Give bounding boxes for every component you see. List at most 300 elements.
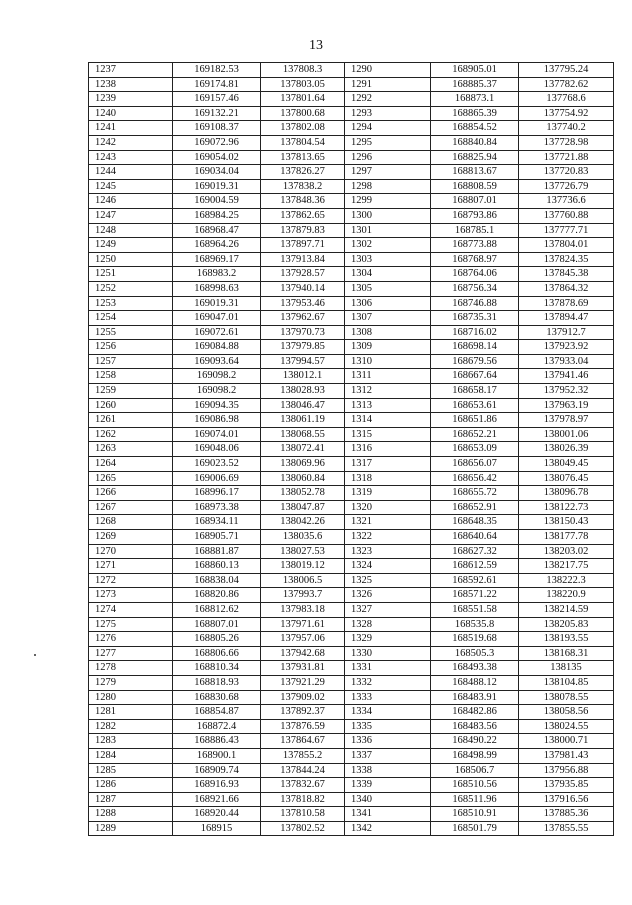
y-coordinate-left: 138068.55 — [261, 427, 345, 442]
x-coordinate-left: 169054.02 — [173, 150, 261, 165]
table-row — [89, 194, 614, 209]
point-number-right: 1325 — [345, 573, 431, 588]
y-coordinate-right: 137963.19 — [519, 398, 614, 413]
x-coordinate-left: 169157.46 — [173, 92, 261, 107]
point-number-right: 1308 — [345, 325, 431, 340]
table-row — [89, 515, 614, 530]
y-coordinate-left: 137931.81 — [261, 661, 345, 676]
table-row — [89, 296, 614, 311]
point-number-left: 1265 — [89, 471, 173, 486]
x-coordinate-left: 169098.2 — [173, 384, 261, 399]
x-coordinate-left: 168854.87 — [173, 705, 261, 720]
y-coordinate-left: 138006.5 — [261, 573, 345, 588]
table-row — [89, 238, 614, 253]
point-number-right: 1318 — [345, 471, 431, 486]
point-number-left: 1240 — [89, 106, 173, 121]
x-coordinate-left: 169074.01 — [173, 427, 261, 442]
x-coordinate-left: 169098.2 — [173, 369, 261, 384]
x-coordinate-left: 168818.93 — [173, 675, 261, 690]
x-coordinate-left: 169034.04 — [173, 165, 261, 180]
x-coordinate-right: 168756.34 — [431, 281, 519, 296]
y-coordinate-right: 138150.43 — [519, 515, 614, 530]
x-coordinate-left: 169023.52 — [173, 457, 261, 472]
y-coordinate-right: 137912.7 — [519, 325, 614, 340]
table-row — [89, 413, 614, 428]
point-number-right: 1334 — [345, 705, 431, 720]
x-coordinate-left: 169094.35 — [173, 398, 261, 413]
point-number-right: 1323 — [345, 544, 431, 559]
table-row — [89, 734, 614, 749]
x-coordinate-left: 168810.34 — [173, 661, 261, 676]
point-number-left: 1277 — [89, 646, 173, 661]
y-coordinate-left: 138061.19 — [261, 413, 345, 428]
table-row — [89, 588, 614, 603]
point-number-left: 1255 — [89, 325, 173, 340]
y-coordinate-right: 137777.71 — [519, 223, 614, 238]
point-number-left: 1288 — [89, 807, 173, 822]
table-row — [89, 646, 614, 661]
point-number-right: 1298 — [345, 179, 431, 194]
point-number-left: 1286 — [89, 778, 173, 793]
point-number-right: 1291 — [345, 77, 431, 92]
point-number-right: 1305 — [345, 281, 431, 296]
point-number-left: 1246 — [89, 194, 173, 209]
y-coordinate-right: 138203.02 — [519, 544, 614, 559]
point-number-left: 1287 — [89, 792, 173, 807]
point-number-left: 1251 — [89, 267, 173, 282]
x-coordinate-right: 168640.64 — [431, 530, 519, 545]
y-coordinate-left: 138012.1 — [261, 369, 345, 384]
x-coordinate-left: 168983.2 — [173, 267, 261, 282]
point-number-left: 1248 — [89, 223, 173, 238]
y-coordinate-left: 137940.14 — [261, 281, 345, 296]
point-number-right: 1304 — [345, 267, 431, 282]
point-number-right: 1313 — [345, 398, 431, 413]
x-coordinate-left: 169182.53 — [173, 63, 261, 78]
x-coordinate-left: 168973.38 — [173, 500, 261, 515]
y-coordinate-right: 138078.55 — [519, 690, 614, 705]
point-number-left: 1281 — [89, 705, 173, 720]
x-coordinate-left: 168872.4 — [173, 719, 261, 734]
point-number-left: 1239 — [89, 92, 173, 107]
point-number-left: 1279 — [89, 675, 173, 690]
x-coordinate-right: 168840.84 — [431, 135, 519, 150]
x-coordinate-right: 168493.38 — [431, 661, 519, 676]
point-number-right: 1340 — [345, 792, 431, 807]
y-coordinate-right: 137956.88 — [519, 763, 614, 778]
table-row — [89, 398, 614, 413]
x-coordinate-right: 168483.91 — [431, 690, 519, 705]
x-coordinate-right: 168571.22 — [431, 588, 519, 603]
table-row — [89, 384, 614, 399]
x-coordinate-left: 169093.64 — [173, 354, 261, 369]
y-coordinate-right: 137978.97 — [519, 413, 614, 428]
x-coordinate-right: 168653.09 — [431, 442, 519, 457]
point-number-right: 1322 — [345, 530, 431, 545]
point-number-right: 1310 — [345, 354, 431, 369]
x-coordinate-right: 168698.14 — [431, 340, 519, 355]
point-number-left: 1280 — [89, 690, 173, 705]
point-number-right: 1312 — [345, 384, 431, 399]
point-number-right: 1306 — [345, 296, 431, 311]
point-number-left: 1243 — [89, 150, 173, 165]
point-number-right: 1342 — [345, 821, 431, 836]
x-coordinate-right: 168716.02 — [431, 325, 519, 340]
y-coordinate-left: 137953.46 — [261, 296, 345, 311]
y-coordinate-left: 138052.78 — [261, 486, 345, 501]
point-number-right: 1316 — [345, 442, 431, 457]
y-coordinate-left: 138027.53 — [261, 544, 345, 559]
x-coordinate-right: 168551.58 — [431, 602, 519, 617]
y-coordinate-right: 137824.35 — [519, 252, 614, 267]
x-coordinate-right: 168612.59 — [431, 559, 519, 574]
x-coordinate-left: 168920.44 — [173, 807, 261, 822]
y-coordinate-right: 138058.56 — [519, 705, 614, 720]
point-number-right: 1335 — [345, 719, 431, 734]
x-coordinate-right: 168656.42 — [431, 471, 519, 486]
table-row — [89, 179, 614, 194]
point-number-left: 1284 — [89, 748, 173, 763]
y-coordinate-left: 137994.57 — [261, 354, 345, 369]
x-coordinate-right: 168768.97 — [431, 252, 519, 267]
point-number-left: 1266 — [89, 486, 173, 501]
x-coordinate-left: 169132.21 — [173, 106, 261, 121]
y-coordinate-right: 138135 — [519, 661, 614, 676]
coordinates-table-body — [89, 63, 614, 836]
point-number-right: 1294 — [345, 121, 431, 136]
x-coordinate-right: 168482.86 — [431, 705, 519, 720]
y-coordinate-right: 137981.43 — [519, 748, 614, 763]
y-coordinate-left: 137962.67 — [261, 311, 345, 326]
table-row — [89, 369, 614, 384]
y-coordinate-right: 138217.75 — [519, 559, 614, 574]
table-row — [89, 778, 614, 793]
y-coordinate-left: 137844.24 — [261, 763, 345, 778]
x-coordinate-right: 168735.31 — [431, 311, 519, 326]
point-number-right: 1303 — [345, 252, 431, 267]
x-coordinate-left: 168807.01 — [173, 617, 261, 632]
y-coordinate-right: 137878.69 — [519, 296, 614, 311]
table-row — [89, 530, 614, 545]
point-number-left: 1264 — [89, 457, 173, 472]
point-number-right: 1331 — [345, 661, 431, 676]
y-coordinate-right: 138104.85 — [519, 675, 614, 690]
x-coordinate-right: 168807.01 — [431, 194, 519, 209]
table-row — [89, 675, 614, 690]
point-number-left: 1272 — [89, 573, 173, 588]
point-number-left: 1289 — [89, 821, 173, 836]
y-coordinate-right: 137721.88 — [519, 150, 614, 165]
x-coordinate-left: 168969.17 — [173, 252, 261, 267]
x-coordinate-left: 168886.43 — [173, 734, 261, 749]
x-coordinate-left: 168934.11 — [173, 515, 261, 530]
x-coordinate-right: 168785.1 — [431, 223, 519, 238]
point-number-right: 1292 — [345, 92, 431, 107]
table-row — [89, 208, 614, 223]
x-coordinate-right: 168885.37 — [431, 77, 519, 92]
x-coordinate-right: 168648.35 — [431, 515, 519, 530]
point-number-right: 1324 — [345, 559, 431, 574]
table-row — [89, 471, 614, 486]
point-number-left: 1271 — [89, 559, 173, 574]
y-coordinate-left: 137892.37 — [261, 705, 345, 720]
y-coordinate-left: 137818.82 — [261, 792, 345, 807]
point-number-left: 1276 — [89, 632, 173, 647]
y-coordinate-right: 138168.31 — [519, 646, 614, 661]
y-coordinate-left: 138028.93 — [261, 384, 345, 399]
x-coordinate-right: 168592.61 — [431, 573, 519, 588]
y-coordinate-right: 138000.71 — [519, 734, 614, 749]
x-coordinate-right: 168506.7 — [431, 763, 519, 778]
y-coordinate-right: 137782.62 — [519, 77, 614, 92]
y-coordinate-right: 137795.24 — [519, 63, 614, 78]
point-number-left: 1242 — [89, 135, 173, 150]
point-number-right: 1299 — [345, 194, 431, 209]
y-coordinate-left: 137808.3 — [261, 63, 345, 78]
table-row — [89, 602, 614, 617]
y-coordinate-right: 137935.85 — [519, 778, 614, 793]
point-number-right: 1328 — [345, 617, 431, 632]
table-row — [89, 617, 614, 632]
x-coordinate-left: 169019.31 — [173, 296, 261, 311]
y-coordinate-left: 137802.08 — [261, 121, 345, 136]
point-number-left: 1252 — [89, 281, 173, 296]
y-coordinate-left: 137804.54 — [261, 135, 345, 150]
table-row — [89, 544, 614, 559]
table-row — [89, 106, 614, 121]
y-coordinate-right: 137845.38 — [519, 267, 614, 282]
y-coordinate-left: 137800.68 — [261, 106, 345, 121]
point-number-left: 1238 — [89, 77, 173, 92]
y-coordinate-left: 137802.52 — [261, 821, 345, 836]
x-coordinate-right: 168813.67 — [431, 165, 519, 180]
stray-mark — [34, 654, 36, 656]
y-coordinate-right: 138049.45 — [519, 457, 614, 472]
y-coordinate-right: 137736.6 — [519, 194, 614, 209]
y-coordinate-right: 138026.39 — [519, 442, 614, 457]
table-row — [89, 559, 614, 574]
x-coordinate-left: 169004.59 — [173, 194, 261, 209]
x-coordinate-left: 168915 — [173, 821, 261, 836]
x-coordinate-right: 168510.56 — [431, 778, 519, 793]
y-coordinate-left: 137838.2 — [261, 179, 345, 194]
point-number-right: 1338 — [345, 763, 431, 778]
x-coordinate-right: 168854.52 — [431, 121, 519, 136]
point-number-right: 1297 — [345, 165, 431, 180]
y-coordinate-right: 138122.73 — [519, 500, 614, 515]
point-number-right: 1332 — [345, 675, 431, 690]
point-number-right: 1329 — [345, 632, 431, 647]
point-number-right: 1314 — [345, 413, 431, 428]
y-coordinate-left: 137855.2 — [261, 748, 345, 763]
y-coordinate-left: 137928.57 — [261, 267, 345, 282]
point-number-left: 1249 — [89, 238, 173, 253]
x-coordinate-left: 168909.74 — [173, 763, 261, 778]
x-coordinate-left: 169072.61 — [173, 325, 261, 340]
table-row — [89, 705, 614, 720]
point-number-left: 1263 — [89, 442, 173, 457]
point-number-right: 1295 — [345, 135, 431, 150]
point-number-right: 1330 — [345, 646, 431, 661]
y-coordinate-left: 137803.05 — [261, 77, 345, 92]
x-coordinate-right: 168498.99 — [431, 748, 519, 763]
x-coordinate-left: 169048.06 — [173, 442, 261, 457]
x-coordinate-right: 168535.8 — [431, 617, 519, 632]
x-coordinate-left: 168812.62 — [173, 602, 261, 617]
point-number-left: 1261 — [89, 413, 173, 428]
point-number-left: 1268 — [89, 515, 173, 530]
table-row — [89, 442, 614, 457]
x-coordinate-left: 169072.96 — [173, 135, 261, 150]
point-number-left: 1270 — [89, 544, 173, 559]
x-coordinate-left: 168806.66 — [173, 646, 261, 661]
point-number-right: 1327 — [345, 602, 431, 617]
x-coordinate-right: 168793.86 — [431, 208, 519, 223]
x-coordinate-left: 168998.63 — [173, 281, 261, 296]
y-coordinate-left: 137826.27 — [261, 165, 345, 180]
point-number-left: 1269 — [89, 530, 173, 545]
x-coordinate-left: 168984.25 — [173, 208, 261, 223]
table-row — [89, 807, 614, 822]
point-number-left: 1241 — [89, 121, 173, 136]
x-coordinate-left: 169047.01 — [173, 311, 261, 326]
x-coordinate-left: 168830.68 — [173, 690, 261, 705]
point-number-left: 1275 — [89, 617, 173, 632]
point-number-left: 1250 — [89, 252, 173, 267]
x-coordinate-right: 168658.17 — [431, 384, 519, 399]
point-number-right: 1315 — [345, 427, 431, 442]
point-number-right: 1300 — [345, 208, 431, 223]
point-number-left: 1278 — [89, 661, 173, 676]
point-number-right: 1309 — [345, 340, 431, 355]
y-coordinate-left: 138019.12 — [261, 559, 345, 574]
y-coordinate-right: 138193.55 — [519, 632, 614, 647]
table-row — [89, 92, 614, 107]
table-row — [89, 135, 614, 150]
y-coordinate-right: 138177.78 — [519, 530, 614, 545]
point-number-right: 1296 — [345, 150, 431, 165]
table-row — [89, 165, 614, 180]
x-coordinate-right: 168490.22 — [431, 734, 519, 749]
point-number-left: 1256 — [89, 340, 173, 355]
y-coordinate-left: 137909.02 — [261, 690, 345, 705]
y-coordinate-left: 137813.65 — [261, 150, 345, 165]
x-coordinate-left: 169174.81 — [173, 77, 261, 92]
table-row — [89, 457, 614, 472]
table-row — [89, 77, 614, 92]
x-coordinate-left: 168838.04 — [173, 573, 261, 588]
table-row — [89, 252, 614, 267]
y-coordinate-right: 138205.83 — [519, 617, 614, 632]
point-number-right: 1321 — [345, 515, 431, 530]
point-number-left: 1273 — [89, 588, 173, 603]
y-coordinate-right: 137740.2 — [519, 121, 614, 136]
y-coordinate-right: 138024.55 — [519, 719, 614, 734]
x-coordinate-left: 168820.86 — [173, 588, 261, 603]
table-row — [89, 325, 614, 340]
table-row — [89, 63, 614, 78]
y-coordinate-left: 137801.64 — [261, 92, 345, 107]
point-number-left: 1247 — [89, 208, 173, 223]
x-coordinate-right: 168627.32 — [431, 544, 519, 559]
point-number-right: 1336 — [345, 734, 431, 749]
x-coordinate-left: 169019.31 — [173, 179, 261, 194]
y-coordinate-right: 137894.47 — [519, 311, 614, 326]
x-coordinate-left: 168916.93 — [173, 778, 261, 793]
table-row — [89, 267, 614, 282]
y-coordinate-left: 138060.84 — [261, 471, 345, 486]
table-row — [89, 661, 614, 676]
y-coordinate-left: 137848.36 — [261, 194, 345, 209]
x-coordinate-left: 168881.87 — [173, 544, 261, 559]
x-coordinate-left: 169086.98 — [173, 413, 261, 428]
x-coordinate-left: 168996.17 — [173, 486, 261, 501]
y-coordinate-right: 138222.3 — [519, 573, 614, 588]
x-coordinate-left: 168900.1 — [173, 748, 261, 763]
y-coordinate-left: 137810.58 — [261, 807, 345, 822]
y-coordinate-left: 137957.06 — [261, 632, 345, 647]
x-coordinate-left: 168860.13 — [173, 559, 261, 574]
coordinates-table — [88, 62, 614, 836]
table-row — [89, 763, 614, 778]
y-coordinate-left: 137913.84 — [261, 252, 345, 267]
y-coordinate-left: 137970.73 — [261, 325, 345, 340]
x-coordinate-left: 169084.88 — [173, 340, 261, 355]
point-number-right: 1339 — [345, 778, 431, 793]
x-coordinate-left: 169108.37 — [173, 121, 261, 136]
x-coordinate-right: 168488.12 — [431, 675, 519, 690]
point-number-left: 1262 — [89, 427, 173, 442]
table-row — [89, 821, 614, 836]
point-number-left: 1267 — [89, 500, 173, 515]
x-coordinate-right: 168905.01 — [431, 63, 519, 78]
point-number-right: 1319 — [345, 486, 431, 501]
point-number-right: 1320 — [345, 500, 431, 515]
x-coordinate-right: 168510.91 — [431, 807, 519, 822]
x-coordinate-right: 168483.56 — [431, 719, 519, 734]
page-number: 13 — [309, 38, 323, 53]
table-row — [89, 486, 614, 501]
x-coordinate-right: 168501.79 — [431, 821, 519, 836]
y-coordinate-right: 137754.92 — [519, 106, 614, 121]
point-number-left: 1237 — [89, 63, 173, 78]
y-coordinate-right: 137933.04 — [519, 354, 614, 369]
point-number-right: 1311 — [345, 369, 431, 384]
table-row — [89, 150, 614, 165]
y-coordinate-left: 138069.96 — [261, 457, 345, 472]
y-coordinate-right: 137760.88 — [519, 208, 614, 223]
y-coordinate-left: 137971.61 — [261, 617, 345, 632]
point-number-right: 1302 — [345, 238, 431, 253]
point-number-left: 1253 — [89, 296, 173, 311]
point-number-left: 1244 — [89, 165, 173, 180]
y-coordinate-left: 137897.71 — [261, 238, 345, 253]
x-coordinate-right: 168865.39 — [431, 106, 519, 121]
y-coordinate-right: 137885.36 — [519, 807, 614, 822]
y-coordinate-left: 138042.26 — [261, 515, 345, 530]
point-number-left: 1274 — [89, 602, 173, 617]
table-row — [89, 121, 614, 136]
table-row — [89, 500, 614, 515]
y-coordinate-left: 138046.47 — [261, 398, 345, 413]
x-coordinate-right: 168653.61 — [431, 398, 519, 413]
x-coordinate-right: 168773.88 — [431, 238, 519, 253]
y-coordinate-left: 138072.41 — [261, 442, 345, 457]
point-number-left: 1258 — [89, 369, 173, 384]
table-row — [89, 281, 614, 296]
table-row — [89, 690, 614, 705]
point-number-right: 1341 — [345, 807, 431, 822]
